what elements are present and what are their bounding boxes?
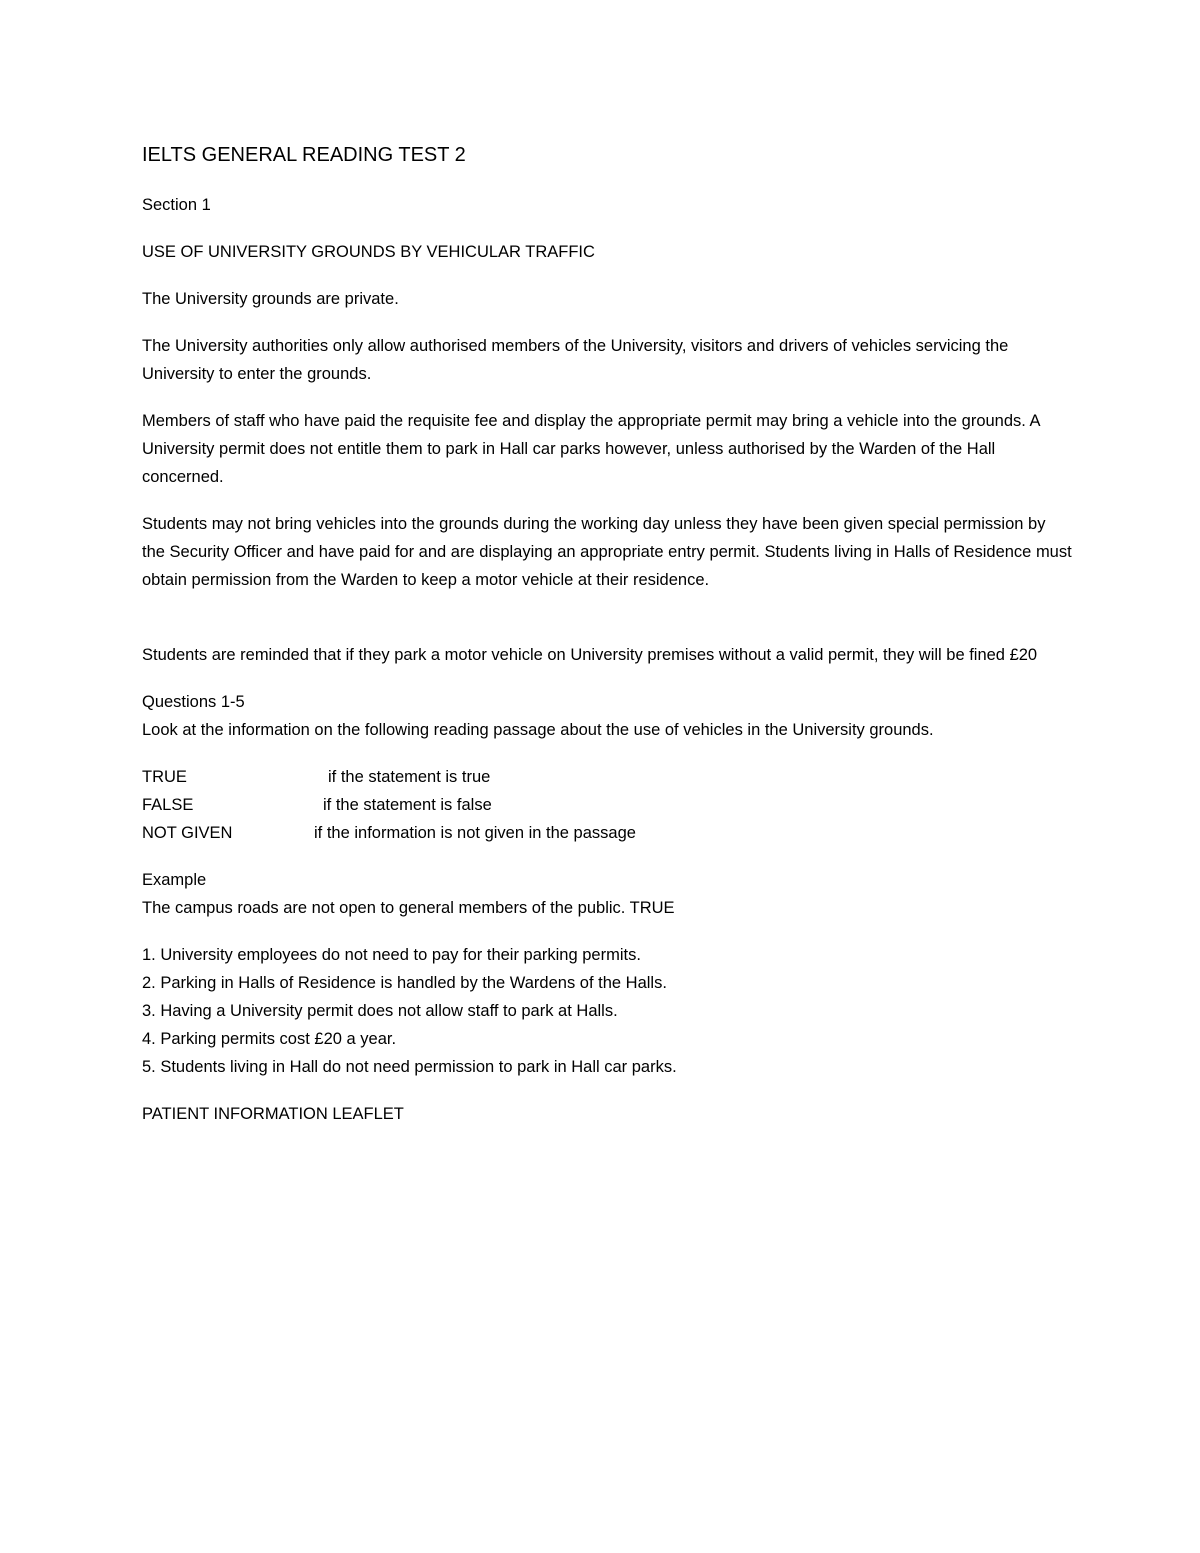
example-text: The campus roads are not open to general members of the public. TRUE [142,899,675,917]
questions-intro [142,688,1072,744]
legend-row-not-given [142,819,1072,847]
answer-legend [142,763,1072,847]
legend-definition: if the information is not given in the passage [314,824,636,842]
question-item: 5. Students living in Hall do not need permission to park in Hall car parks. [142,1058,677,1076]
legend-term: TRUE [142,768,187,786]
passage-heading: USE OF UNIVERSITY GROUNDS BY VEHICULAR TRAFFIC [142,243,595,261]
example-block [142,866,1072,922]
legend-definition: if the statement is false [323,796,492,814]
legend-definition: if the statement is true [328,768,491,786]
passage-paragraph: Students are reminded that if they park a motor vehicle on University premises without a valid permit, they will be fined £20 [142,646,1038,664]
passage-paragraph: Members of staff who have paid the requisite fee and display the appropriate permit may bring a vehicle into the grounds. A University permit does not entitle them to park in Hall car parks however, unless authorised by the Warden of the Hall concerned. [142,412,1040,486]
passage-paragraph: The University authorities only allow authorised members of the University, visitors and drivers of vehicles servicing the University to enter the grounds. [142,337,1009,383]
legend-row-false [142,791,1072,819]
questions-instruction: Look at the information on the following reading passage about the use of vehicles in the University grounds. [142,721,934,739]
passage-paragraph: Students may not bring vehicles into the grounds during the working day unless they have been given special permission by the Security Officer and have paid for and are displaying an appropriate entry permit. Students living in Halls of Residence must obtain permission from the Warden to keep a motor vehicle at their residence. [142,515,1072,589]
legend-term: FALSE [142,796,194,814]
document-page [142,140,1072,1147]
questions-heading: Questions 1-5 [142,693,245,711]
example-label: Example [142,871,207,889]
question-item: 3. Having a University permit does not allow staff to park at Halls. [142,1002,618,1020]
document-title: IELTS GENERAL READING TEST 2 [142,144,466,166]
passage-paragraph: The University grounds are private. [142,290,399,308]
section-label: Section 1 [142,196,211,214]
question-item: 2. Parking in Halls of Residence is handled by the Wardens of the Halls. [142,974,667,992]
question-list [142,941,1072,1081]
legend-row-true [142,763,1072,791]
next-section-heading: PATIENT INFORMATION LEAFLET [142,1105,404,1123]
question-item: 4. Parking permits cost £20 a year. [142,1030,397,1048]
question-item: 1. University employees do not need to pay for their parking permits. [142,946,641,964]
legend-term: NOT GIVEN [142,824,233,842]
